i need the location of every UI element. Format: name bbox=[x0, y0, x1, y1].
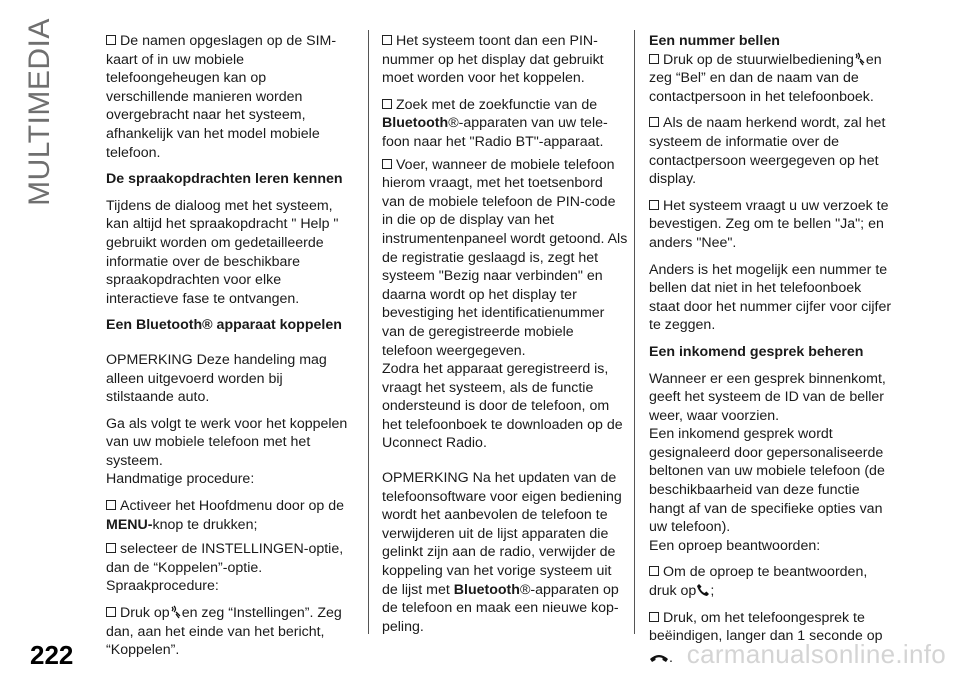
bullet-square-icon bbox=[106, 607, 116, 617]
watermark-text: carmanualsonline.info bbox=[686, 639, 946, 669]
bullet-paragraph: Het systeem vraagt u uw verzoek te bevestigen. Zeg om te bellen "Ja"; en anders "Nee". bbox=[649, 197, 889, 251]
bullet-paragraph: Druk, om het telefoongesprek te beëindigen, langer dan 1 seconde op . bbox=[649, 609, 883, 666]
bullet-paragraph: Om de oproep te beantwoorden, druk op ; bbox=[649, 564, 868, 600]
paragraph-note: OPMERKING Deze handeling mag alleen uitgevoerd worden bij stilstaande auto. bbox=[106, 351, 327, 406]
voice-command-icon bbox=[170, 605, 182, 619]
paragraph: Handmatige procedure: bbox=[106, 471, 255, 488]
column-divider bbox=[634, 30, 635, 634]
bullet-square-icon bbox=[382, 35, 392, 45]
bullet-paragraph: Als de naam herkend wordt, zal het systeem de informatie over de contactpersoon weergegeven op het display. bbox=[649, 115, 886, 188]
bullet-paragraph: selecteer de INSTELLINGEN-optie, dan de “Koppelen”-optie. bbox=[106, 541, 344, 576]
paragraph: Zodra het apparaat geregistreerd is, vraagt het systeem, als de functie ondersteund is door de telefoon, om het telefoonboek te downloaden op de Uconnect Radio. bbox=[382, 361, 623, 452]
bullet-square-icon bbox=[649, 200, 659, 210]
bullet-square-icon bbox=[649, 566, 659, 576]
heading-incoming-call: Een inkomend gesprek beheren bbox=[649, 343, 864, 360]
bullet-paragraph: Druk op en zeg “Instellingen”. Zeg dan, aan het einde van het bericht, “Koppelen”. bbox=[106, 605, 342, 659]
paragraph: Spraakprocedure: bbox=[106, 578, 219, 595]
text-column-3 bbox=[649, 32, 895, 675]
column-divider bbox=[368, 30, 369, 634]
paragraph: Een inkomend gesprek wordt gesignaleerd door gepersonaliseerde beltonen van uw mobiele telefoon (de beschikbaarheid van deze functie hangt af van de specifieke opties van uw telefoon). bbox=[649, 426, 885, 536]
paragraph-note: OPMERKING Na het updaten van de telefoonsoftware voor eigen bediening wordt het aanbevolen de telefoon te verwijderen uit de lijst apparaten die gelinkt zijn aan de radio, verwijder de koppeling van het vorige systeem uit de lijst met Bluetooth®-apparaten op de telefoon en maak een nieuwe kop-peling. bbox=[382, 470, 622, 635]
bullet-square-icon bbox=[649, 612, 659, 622]
bullet-square-icon bbox=[649, 117, 659, 127]
text-column-1 bbox=[106, 32, 352, 668]
voice-command-icon bbox=[854, 52, 866, 66]
paragraph: Anders is het mogelijk een nummer te bellen dat niet in het telefoonboek staat door het nummer cijfer voor cijfer te zeggen. bbox=[649, 261, 892, 334]
bullet-paragraph: Het systeem toont dan een PIN-nummer op het display dat gebruikt moet worden voor het koppelen. bbox=[382, 33, 604, 87]
phone-answer-icon bbox=[696, 583, 710, 597]
bullet-square-icon bbox=[649, 54, 659, 64]
bullet-square-icon bbox=[382, 159, 392, 169]
heading-make-call: Een nummer bellen bbox=[649, 33, 780, 49]
paragraph: Tijdens de dialoog met het systeem, kan altijd het spraakopdracht " Help " gebruikt worden om gedetailleerde informatie over de beschikbare spraakopdrachten voor elke interactieve fase te ontvangen. bbox=[106, 197, 339, 307]
phone-hangup-icon bbox=[649, 652, 669, 664]
bullet-paragraph: Druk op de stuurwielbediening en zeg “Bel” en dan de naam van de contactpersoon in het telefoonboek. bbox=[649, 51, 882, 105]
bullet-paragraph: Voer, wanneer de mobiele telefoon hierom vraagt, met het toetsenbord van de mobiele telefoon de PIN-code in die op de display van het instrumentenpaneel wordt getoond. Als de registratie geslaagd is, zegt het systeem "Bezig naar verbinden" en daarna wordt op het display ter bevestiging het identificatienummer van de geregistreerde mobiele telefoon weergegeven. bbox=[382, 156, 628, 359]
bullet-square-icon bbox=[106, 500, 116, 510]
heading-voice-commands: De spraakopdrachten leren kennen bbox=[106, 171, 343, 188]
paragraph: Een oproep beantwoorden: bbox=[649, 537, 821, 554]
paragraph: Wanneer er een gesprek binnenkomt, geeft het systeem de ID van de beller weer, waar voorzien. bbox=[649, 370, 886, 424]
bullet-square-icon bbox=[106, 543, 116, 553]
bullet-paragraph: Activeer het Hoofdmenu door op de MENU-knop te drukken; bbox=[106, 498, 344, 533]
heading-pair-bluetooth: Een Bluetooth® apparaat koppelen bbox=[106, 317, 342, 334]
text-column-2 bbox=[382, 32, 628, 644]
bullet-square-icon bbox=[382, 99, 392, 109]
bullet-square-icon bbox=[106, 35, 116, 45]
page-number: 222 bbox=[30, 640, 74, 670]
section-side-title: MULTIMEDIA bbox=[23, 18, 57, 206]
bullet-paragraph: Zoek met de zoekfunctie van de Bluetooth®-apparaten van uw tele-foon naar het "Radio BT"-apparaat. bbox=[382, 96, 608, 150]
paragraph: Ga als volgt te werk voor het koppelen van uw mobiele telefoon met het systeem. bbox=[106, 415, 348, 469]
bullet-paragraph: De namen opgeslagen op de SIM-kaart of in uw mobiele telefoongeheugen kan op verschillende manieren worden overgebracht naar het systeem, afhankelijk van het model mobiele telefoon. bbox=[106, 33, 337, 161]
